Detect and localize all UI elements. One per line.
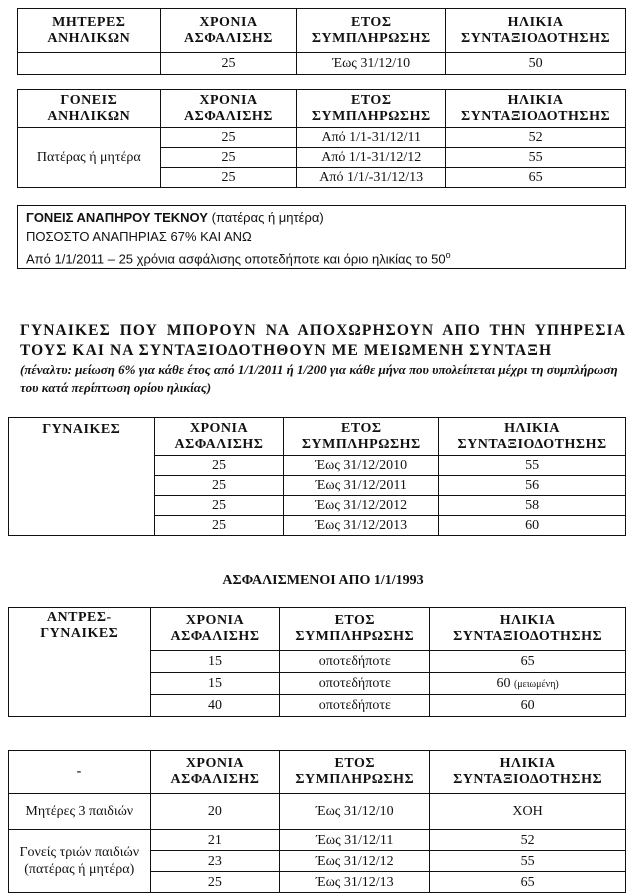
cell-age: 58 — [439, 496, 626, 516]
box-title: ΓΟΝΕΙΣ ΑΝΑΠΗΡΟΥ ΤΕΚΝΟΥ — [26, 210, 208, 225]
parents-label: Γονείς τριών παιδιών (πατέρας ή μητέρα) — [9, 830, 151, 893]
header-age: ΗΛΙΚΙΑ ΣΥΝΤΑΞΙΟΔΟΤΗΣΗΣ — [430, 751, 626, 794]
cell-completion: Έως 31/12/12 — [280, 851, 430, 872]
table-parents-of-minors — [17, 89, 626, 188]
insured-since-1993-heading: ΑΣΦΑΛΙΣΜΕΝΟΙ ΑΠΟ 1/1/1993 — [222, 573, 424, 588]
reduced-note: (μειωμένη) — [513, 678, 559, 690]
cell-age: 55 — [439, 456, 626, 476]
table-mothers-of-minors — [17, 8, 626, 75]
cell-completion: Έως 31/12/2011 — [284, 476, 439, 496]
cell-years: 21 — [150, 830, 280, 851]
age-value: 60 — [520, 698, 535, 713]
cell-years: 25 — [154, 476, 284, 496]
cell-years: 25 — [154, 496, 284, 516]
cell-age: 52 — [430, 830, 626, 851]
cell-age — [430, 695, 626, 717]
header-age: ΗΛΙΚΙΑ ΣΥΝΤΑΞΙΟΔΟΤΗΣΗΣ — [446, 9, 626, 53]
cell-years: 40 — [150, 695, 280, 717]
cell-years: 20 — [150, 794, 280, 830]
women-reduced-pension-heading — [20, 321, 626, 397]
row-label: ΓΥΝΑΙΚΕΣ — [9, 418, 155, 536]
header-age: ΗΛΙΚΙΑ ΣΥΝΤΑΞΙΟΔΟΤΗΣΗΣ — [446, 90, 626, 128]
age-value: 65 — [520, 654, 535, 669]
cell-age — [430, 673, 626, 695]
cell-completion: οποτεδήποτε — [280, 695, 430, 717]
empty-cell — [18, 53, 161, 75]
row-label: ΓΟΝΕΙΣ ΑΝΗΛΙΚΩΝ — [18, 90, 161, 128]
cell-age: 52 — [446, 128, 626, 148]
cell-years: 15 — [150, 651, 280, 673]
heading-note: (πέναλτυ: μείωση 6% για κάθε έτος από 1/1/2011 ή 1/200 για κάθε μήνα που υπολείπεται μέχρι τη συμπλήρωση του κατά περίπτωση ορίου ηλικίας) — [20, 362, 618, 395]
cell-age — [430, 651, 626, 673]
cell-completion: Από 1/1/-31/12/13 — [297, 168, 446, 188]
cell-completion: Έως 31/12/2010 — [284, 456, 439, 476]
table-parents-of-three — [8, 750, 626, 893]
cell-years: 15 — [150, 673, 280, 695]
mothers-label: Μητέρες 3 παιδιών — [9, 794, 151, 830]
header-age: ΗΛΙΚΙΑ ΣΥΝΤΑΞΙΟΔΟΤΗΣΗΣ — [439, 418, 626, 456]
group-label: Πατέρας ή μητέρα — [18, 128, 161, 188]
cell-completion: Έως 31/12/2012 — [284, 496, 439, 516]
cell-completion: οποτεδήποτε — [280, 651, 430, 673]
cell-age: 50 — [446, 53, 626, 75]
cell-years: 25 — [160, 168, 297, 188]
header-years: ΧΡΟΝΙΑ ΑΣΦΑΛΙΣΗΣ — [154, 418, 284, 456]
header-years: ΧΡΟΝΙΑ ΑΣΦΑΛΙΣΗΣ — [160, 9, 297, 53]
cell-completion: Έως 31/12/11 — [280, 830, 430, 851]
header-completion: ΕΤΟΣ ΣΥΜΠΛΗΡΩΣΗΣ — [280, 608, 430, 651]
box-title-note: (πατέρας ή μητέρα) — [211, 210, 324, 225]
cell-age: 55 — [430, 851, 626, 872]
cell-completion: Έως 31/12/2013 — [284, 516, 439, 536]
cell-completion: Έως 31/12/13 — [280, 872, 430, 893]
cell-completion: Από 1/1-31/12/12 — [297, 148, 446, 168]
cell-age: 65 — [430, 872, 626, 893]
cell-age: 60 — [439, 516, 626, 536]
row-label: ΑΝΤΡΕΣ- ΓΥΝΑΙΚΕΣ — [9, 608, 151, 717]
cell-years: 25 — [160, 128, 297, 148]
heading-title: ΓΥΝΑΙΚΕΣ ΠΟΥ ΜΠΟΡΟΥΝ ΝΑ ΑΠΟΧΩΡΗΣΟΥΝ ΑΠΟ ΤΗΝ ΥΠΗΡΕΣΙΑ ΤΟΥΣ ΚΑΙ ΝΑ ΣΥΝΤΑΞΙΟΔΟΤΗΘΟΥΝ ΜΕ ΜΕΙΩΜΕΝΗ ΣΥΝΤΑΞΗ — [20, 322, 626, 359]
cell-years: 25 — [154, 516, 284, 536]
cell-completion: οποτεδήποτε — [280, 673, 430, 695]
cell-age: ΧΟΗ — [430, 794, 626, 830]
box-line-1 — [26, 208, 617, 227]
corner-mark: - — [9, 751, 151, 794]
header-years: ΧΡΟΝΙΑ ΑΣΦΑΛΙΣΗΣ — [150, 751, 280, 794]
header-completion: ΕΤΟΣ ΣΥΜΠΛΗΡΩΣΗΣ — [297, 9, 446, 53]
age-value: 60 — [496, 675, 511, 691]
header-completion: ΕΤΟΣ ΣΥΜΠΛΗΡΩΣΗΣ — [297, 90, 446, 128]
cell-age: 55 — [446, 148, 626, 168]
box-line-3-text: Από 1/1/2011 – 25 χρόνια ασφάλισης οποτεδήποτε και όριο ηλικίας το 50 — [26, 251, 446, 267]
box-line-2: ΠΟΣΟΣΤΟ ΑΝΑΠΗΡΙΑΣ 67% ΚΑΙ ΑΝΩ — [26, 229, 252, 244]
cell-age: 56 — [439, 476, 626, 496]
cell-years: 25 — [160, 148, 297, 168]
header-years: ΧΡΟΝΙΑ ΑΣΦΑΛΙΣΗΣ — [150, 608, 280, 651]
cell-completion: Έως 31/12/10 — [297, 53, 446, 75]
header-completion: ΕΤΟΣ ΣΥΜΠΛΗΡΩΣΗΣ — [280, 751, 430, 794]
table-insured-since-1993 — [8, 607, 626, 717]
cell-years: 25 — [150, 872, 280, 893]
box-line-3 — [26, 246, 617, 268]
row-label: ΜΗΤΕΡΕΣ ΑΝΗΛΙΚΩΝ — [18, 9, 161, 53]
header-age: ΗΛΙΚΙΑ ΣΥΝΤΑΞΙΟΔΟΤΗΣΗΣ — [430, 608, 626, 651]
table-women — [8, 417, 626, 536]
disabled-child-parents-box — [17, 205, 626, 269]
cell-completion: Από 1/1-31/12/11 — [297, 128, 446, 148]
cell-completion: Έως 31/12/10 — [280, 794, 430, 830]
cell-years: 25 — [154, 456, 284, 476]
cell-years: 25 — [160, 53, 297, 75]
cell-age: 65 — [446, 168, 626, 188]
cell-years: 23 — [150, 851, 280, 872]
header-completion: ΕΤΟΣ ΣΥΜΠΛΗΡΩΣΗΣ — [284, 418, 439, 456]
box-line-3-sup: ο — [445, 250, 451, 260]
header-years: ΧΡΟΝΙΑ ΑΣΦΑΛΙΣΗΣ — [160, 90, 297, 128]
